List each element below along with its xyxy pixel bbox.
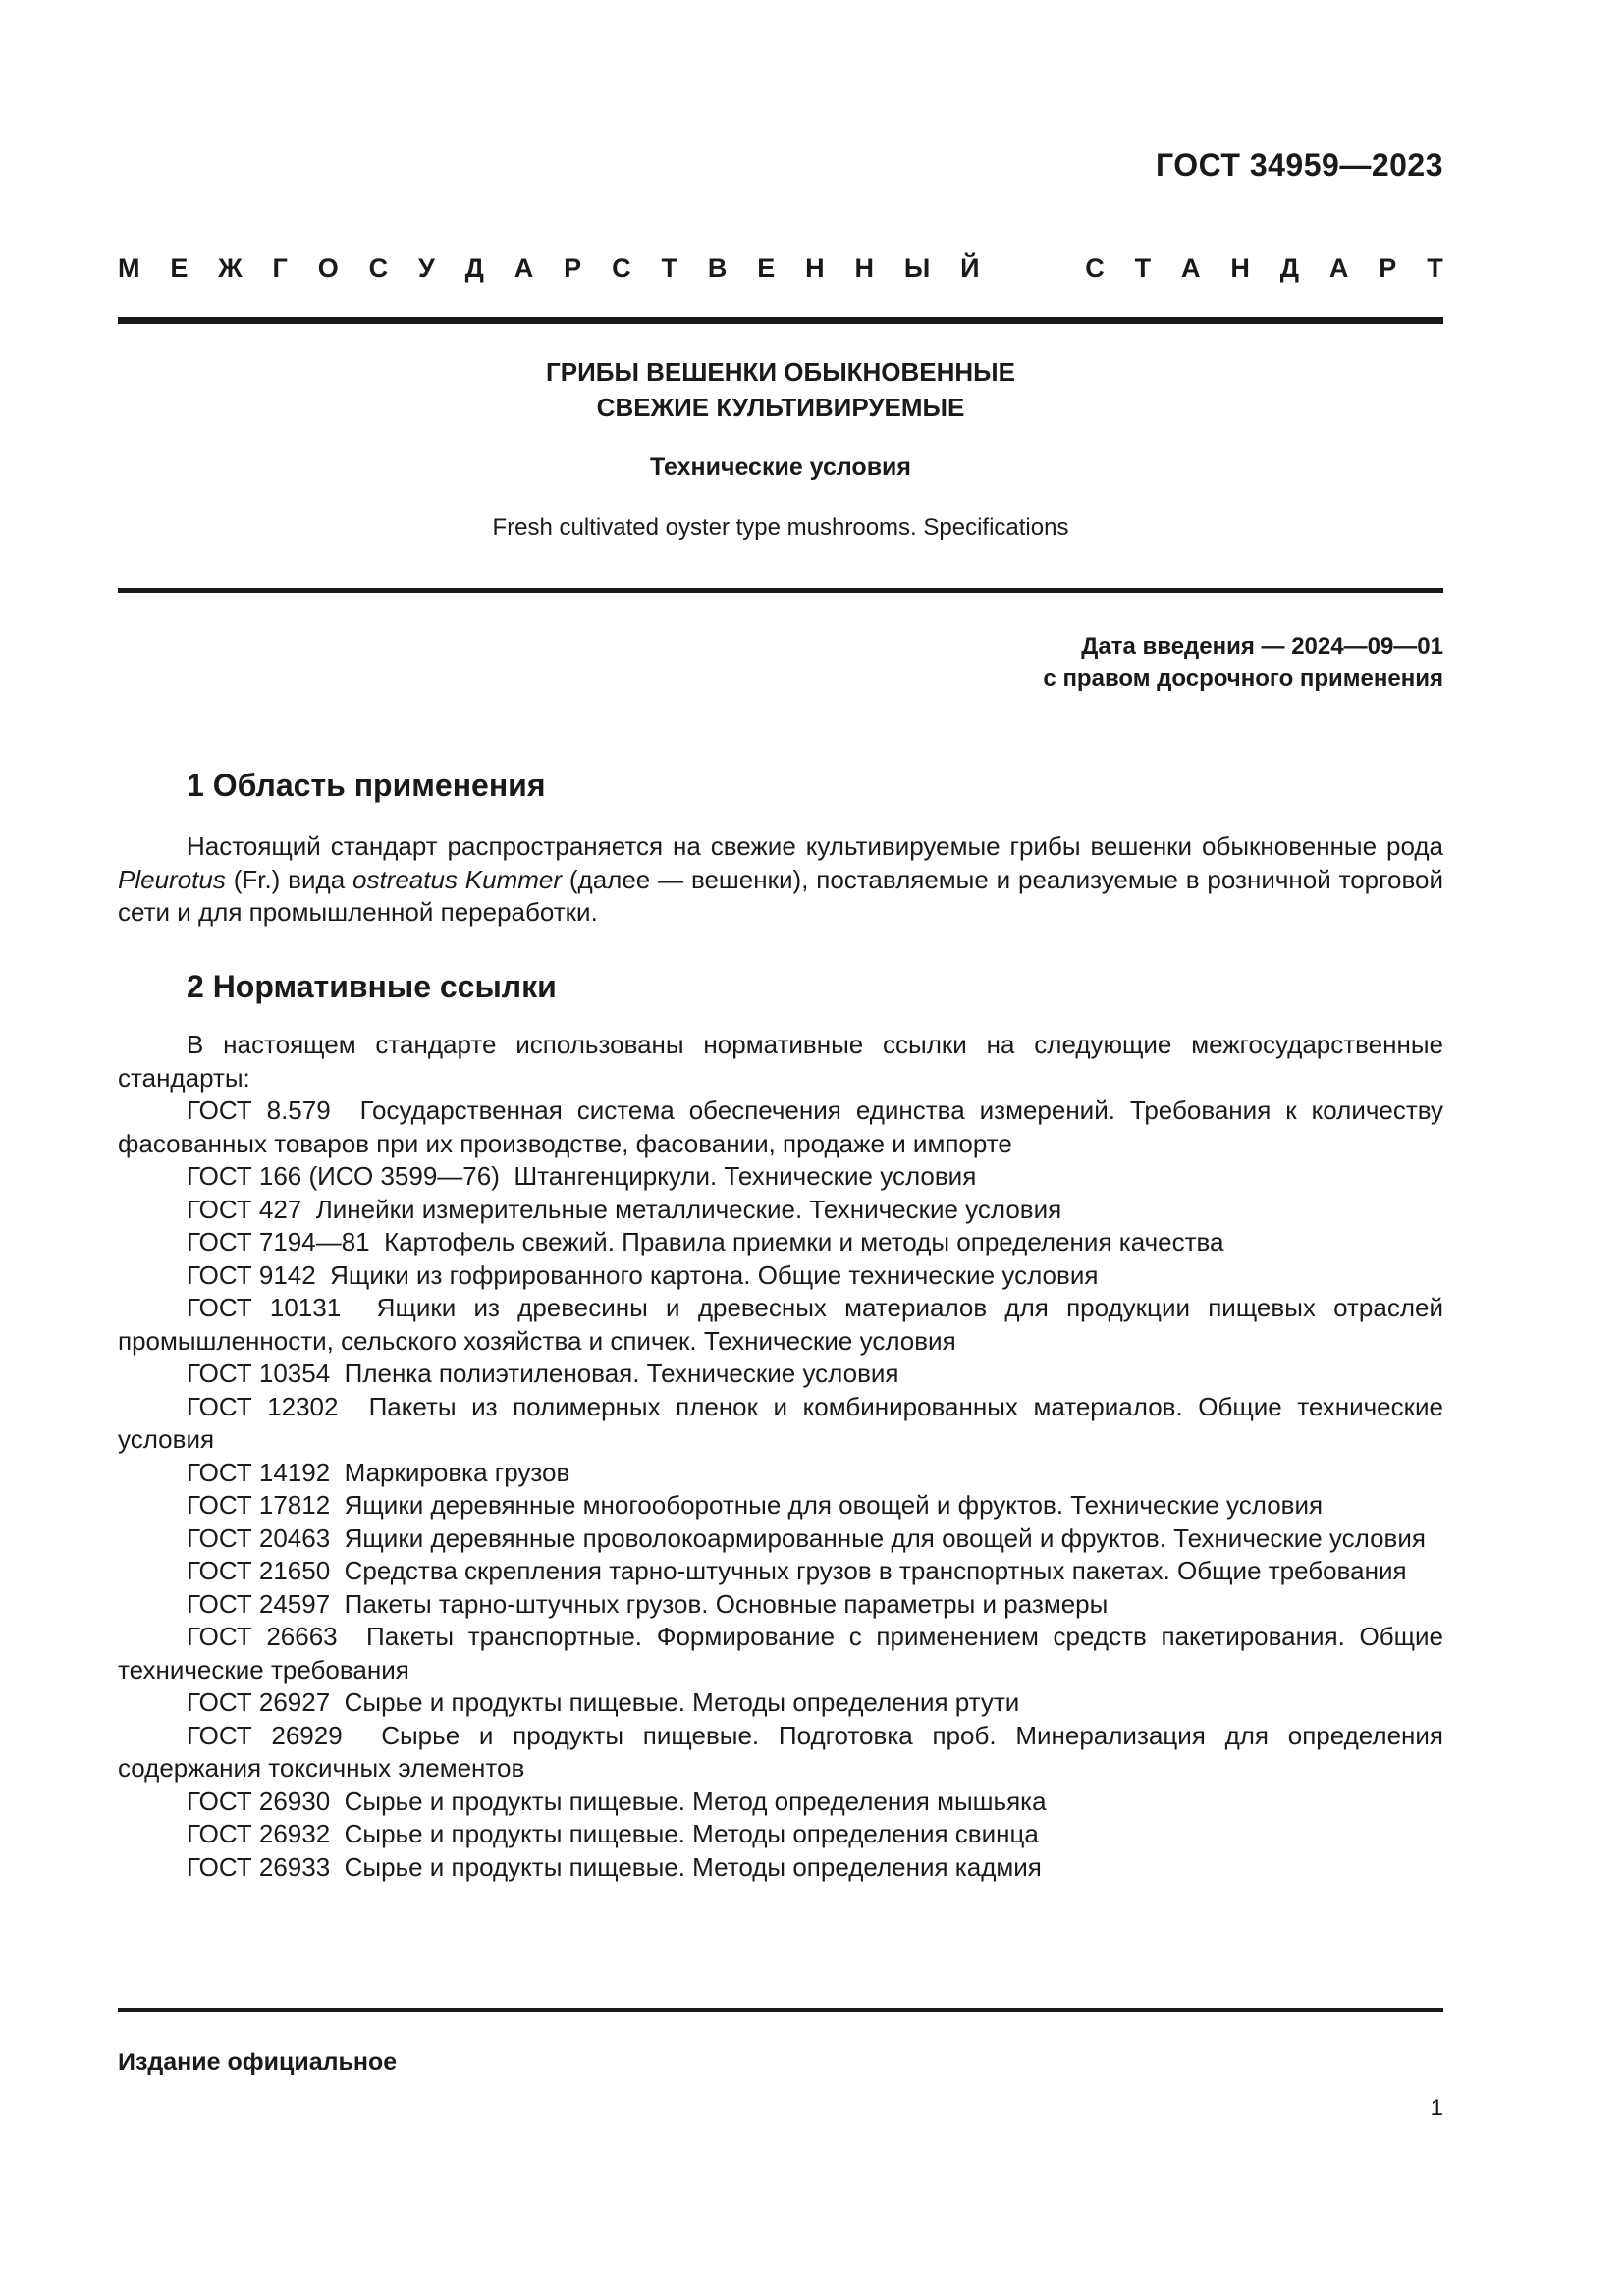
reference-item: [118, 1259, 1443, 1293]
banner-letter: М: [118, 253, 140, 283]
header-rule: [118, 317, 1443, 324]
standard-number: ГОСТ 34959—2023: [1155, 147, 1443, 183]
reference-item: [118, 1851, 1443, 1885]
banner-letter: Р: [1379, 253, 1397, 283]
normative-references-list: [118, 1029, 1443, 1884]
banner-letter: С: [1085, 253, 1105, 283]
section-2-heading: 2 Нормативные ссылки: [187, 969, 557, 1004]
genus-name: Pleurotus: [118, 864, 226, 894]
banner-letter: В: [707, 253, 728, 283]
reference-title: Ящики деревянные многооборотные для овощей и фруктов. Технические условия: [344, 1490, 1324, 1520]
reference-title: Пакеты тарно-штучных грузов. Основные параметры и размеры: [344, 1588, 1109, 1619]
reference-title: Государственная система обеспечения единства измерений. Требования к количеству фасованных товаров при их производстве, фасовании, продаже и импорте: [118, 1095, 1443, 1158]
banner-letter: Д: [1279, 253, 1300, 283]
reference-item: [118, 1160, 1443, 1194]
reference-item: [118, 1226, 1443, 1259]
banner-letter: Т: [1134, 253, 1152, 283]
reference-item: [118, 1391, 1443, 1457]
banner-letter: О: [317, 253, 339, 283]
reference-item: [118, 1588, 1443, 1622]
early-application-line: с правом досрочного применения: [1043, 666, 1443, 692]
reference-code: ГОСТ 10131: [187, 1293, 342, 1322]
banner-letter: Т: [1427, 253, 1443, 283]
banner-letter: У: [418, 253, 435, 283]
reference-item: [118, 1818, 1443, 1851]
banner-letter: Н: [854, 253, 874, 283]
banner-letter: С: [612, 253, 631, 283]
reference-title: Штангенциркули. Технические условия: [514, 1161, 977, 1191]
title-line-1: ГРИБЫ ВЕШЕНКИ ОБЫКНОВЕННЫЕ: [546, 357, 1015, 387]
reference-item: [118, 1292, 1443, 1358]
banner-letter: Е: [757, 253, 776, 283]
reference-item: [118, 1686, 1443, 1720]
official-edition: Издание официальное: [118, 2049, 398, 2076]
banner-letter: С: [368, 253, 389, 283]
reference-item: [118, 1489, 1443, 1522]
reference-item: [118, 1786, 1443, 1819]
banner-letter: Н: [1230, 253, 1250, 283]
reference-title: Сырье и продукты пищевые. Методы определения свинца: [344, 1819, 1039, 1848]
date-line: Дата введения — 2024—09—01: [1081, 633, 1443, 660]
title-line-2: СВЕЖИЕ КУЛЬТИВИРУЕМЫЕ: [596, 393, 965, 422]
banner-letter: Д: [464, 253, 484, 283]
interstate-standard-banner: [118, 253, 1443, 284]
reference-item: [118, 1095, 1443, 1160]
reference-title: Пленка полиэтиленовая. Технические условия: [344, 1359, 899, 1388]
reference-item: [118, 1720, 1443, 1786]
reference-code: ГОСТ 9142: [187, 1259, 316, 1290]
reference-title: Картофель свежий. Правила приемки и методы определения качества: [384, 1227, 1224, 1256]
footer-rule: [118, 2008, 1443, 2012]
reference-code: ГОСТ 166 (ИСО 3599—76): [187, 1161, 500, 1191]
reference-item: [118, 1457, 1443, 1490]
document-subtitle: Технические условия: [649, 454, 912, 481]
reference-code: ГОСТ 26927: [187, 1687, 331, 1717]
scope-text-c: (далее — вешенки), поставляемые и реализуемые в розничной торговой сети и для промышленной переработки.: [118, 864, 1443, 927]
reference-code: ГОСТ 24597: [187, 1588, 331, 1619]
banner-letter: А: [514, 253, 534, 283]
reference-item: [118, 1555, 1443, 1588]
reference-title: Сырье и продукты пищевые. Метод определения мышьяка: [344, 1786, 1047, 1816]
banner-letter: Е: [170, 253, 189, 283]
reference-title: Пакеты из полимерных пленок и комбинированных материалов. Общие технические условия: [118, 1391, 1444, 1454]
document-title: [118, 354, 1443, 425]
banner-letter: Н: [805, 253, 825, 283]
reference-title: Сырье и продукты пищевые. Подготовка проб. Минерализация для определения содержания токсичных элементов: [118, 1720, 1443, 1783]
scope-text-b: (Fr.) вида: [225, 864, 352, 894]
reference-item: [118, 1194, 1443, 1227]
reference-code: ГОСТ 21650: [187, 1556, 331, 1585]
reference-code: ГОСТ 12302: [187, 1391, 339, 1421]
reference-code: ГОСТ 427: [187, 1194, 302, 1224]
reference-code: ГОСТ 20463: [187, 1522, 331, 1553]
reference-code: ГОСТ 14192: [187, 1457, 331, 1487]
reference-item: [118, 1621, 1443, 1686]
reference-title: Ящики из древесины и древесных материалов для продукции пищевых отраслей промышленности, сельского хозяйства и спичек. Технические условия: [118, 1293, 1444, 1356]
reference-code: ГОСТ 8.579: [187, 1095, 331, 1125]
banner-letter: Г: [272, 253, 288, 283]
reference-title: Ящики деревянные проволокоармированные для овощей и фруктов. Технические условия: [344, 1522, 1426, 1553]
reference-code: ГОСТ 26929: [187, 1720, 343, 1750]
reference-code: ГОСТ 26933: [187, 1851, 331, 1882]
reference-title: Пакеты транспортные. Формирование с применением средств пакетирования. Общие технические требования: [118, 1622, 1443, 1684]
banner-gap: [1009, 253, 1055, 284]
reference-title: Сырье и продукты пищевые. Методы определения кадмия: [344, 1851, 1042, 1882]
banner-letter: Ы: [903, 253, 931, 283]
introduction-date: [1043, 630, 1443, 695]
reference-code: ГОСТ 10354: [187, 1359, 331, 1388]
reference-title: Средства скрепления тарно-штучных грузов в транспортных пакетах. Общие требования: [344, 1556, 1407, 1585]
reference-title: Ящики из гофрированного картона. Общие технические условия: [330, 1259, 1099, 1290]
reference-title: Линейки измерительные металлические. Технические условия: [315, 1194, 1062, 1224]
banner-letter: Р: [564, 253, 582, 283]
english-title: Fresh cultivated oyster type mushrooms. Specifications: [492, 514, 1069, 541]
reference-item: [118, 1358, 1443, 1391]
banner-letter: Й: [960, 253, 980, 283]
scope-paragraph: [118, 830, 1443, 930]
banner-letter: А: [1181, 253, 1201, 283]
references-intro: В настоящем стандарте использованы нормативные ссылки на следующие межгосударственные стандарты:: [118, 1030, 1443, 1093]
banner-letter: Т: [661, 253, 677, 283]
banner-letter: Ж: [218, 253, 243, 283]
scope-text-a: Настоящий стандарт распространяется на свежие культивируемые грибы вешенки обыкновенные рода: [187, 831, 1443, 861]
reference-title: Сырье и продукты пищевые. Методы определения ртути: [344, 1687, 1020, 1717]
reference-code: ГОСТ 26932: [187, 1819, 331, 1848]
reference-code: ГОСТ 17812: [187, 1490, 331, 1520]
reference-code: ГОСТ 26930: [187, 1786, 331, 1816]
species-name: ostreatus Kummer: [352, 864, 563, 894]
reference-code: ГОСТ 26663: [187, 1622, 338, 1651]
banner-letter: А: [1328, 253, 1349, 283]
title-rule: [118, 588, 1443, 593]
section-1-heading: 1 Область применения: [187, 768, 546, 803]
reference-code: ГОСТ 7194—81: [187, 1227, 370, 1256]
page-number: 1: [1430, 2095, 1443, 2121]
reference-item: [118, 1522, 1443, 1556]
reference-title: Маркировка грузов: [344, 1457, 570, 1487]
